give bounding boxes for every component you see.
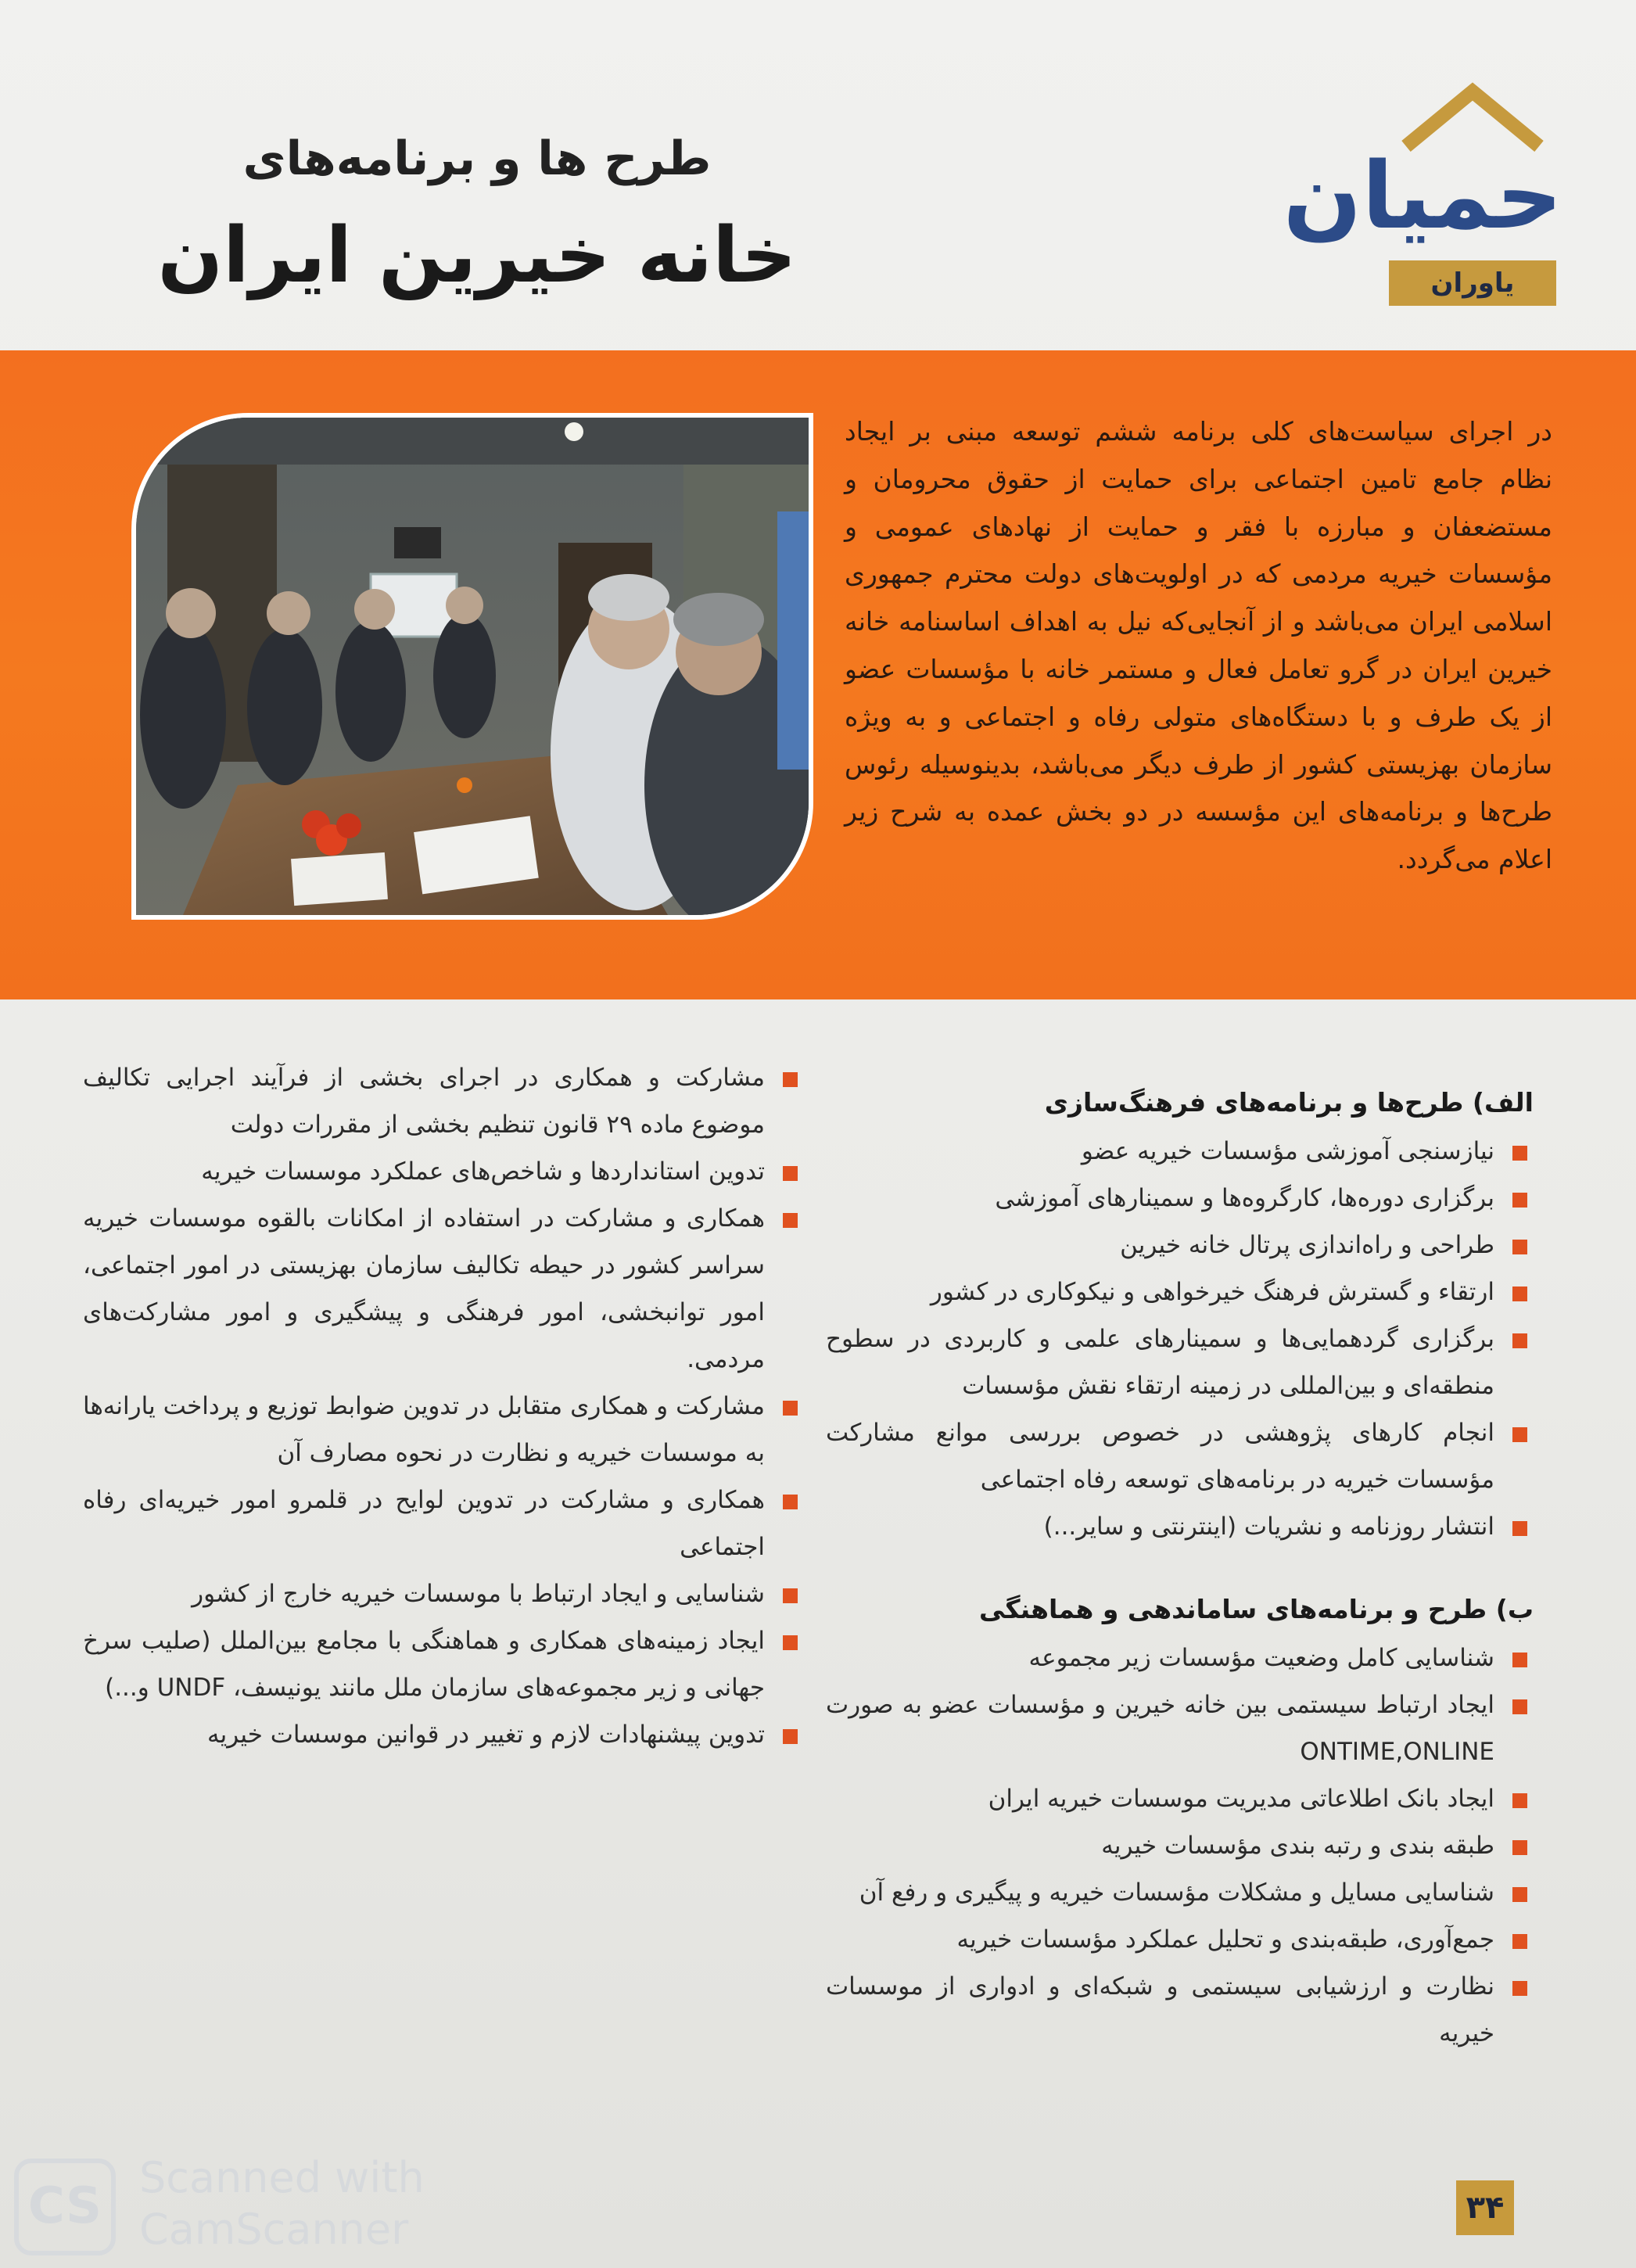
section-a-title: الف) طرح‌ها و برنامه‌های فرهنگ‌سازی bbox=[1044, 1087, 1534, 1118]
square-bullet-icon bbox=[1512, 1146, 1527, 1161]
list-item: طراحی و راه‌اندازی پرتال خانه خیرین bbox=[826, 1222, 1534, 1269]
camscanner-logo-icon: CS bbox=[14, 2159, 116, 2255]
list-item: برگزاری دوره‌ها، کارگروه‌ها و سمینارهای آموزشی bbox=[826, 1175, 1534, 1222]
list-item: تدوین پیشنهادات لازم و تغییر در قوانین موسسات خیریه bbox=[83, 1711, 804, 1758]
list-item: انجام کارهای پژوهشی در خصوص بررسی موانع مشارکت مؤسسات خیریه در برنامه‌های توسعه رفاه اجتماعی bbox=[826, 1409, 1534, 1503]
brand-logo bbox=[1283, 82, 1562, 309]
list-item: ارتقاء و گسترش فرهنگ خیرخواهی و نیکوکاری در کشور bbox=[826, 1269, 1534, 1315]
list-item: همکاری و مشارکت در استفاده از امکانات بالقوه موسسات خیریه سراسر کشور در حیطه تکالیف سازمان بهزیستی در امور اجتماعی، امور توانبخشی، امور فرهنگی و پیشگیری و امور مشارکت‌های مردمی. bbox=[83, 1195, 804, 1383]
square-bullet-icon bbox=[783, 1213, 798, 1228]
square-bullet-icon bbox=[1512, 1699, 1527, 1714]
square-bullet-icon bbox=[1512, 1287, 1527, 1301]
square-bullet-icon bbox=[1512, 1934, 1527, 1949]
list-item: نظارت و ارزشیابی سیستمی و شبکه‌ای و ادواری از موسسات خیریه bbox=[826, 1963, 1534, 2057]
square-bullet-icon bbox=[1512, 1427, 1527, 1442]
list-item: ایجاد بانک اطلاعاتی مدیریت موسسات خیریه ایران bbox=[826, 1775, 1534, 1822]
square-bullet-icon bbox=[783, 1072, 798, 1087]
list-item: برگزاری گردهمایی‌ها و سمینارهای علمی و کاربردی در سطوح منطقه‌ای و بین‌المللی در زمینه ارتقاء نقش مؤسسات bbox=[826, 1315, 1534, 1409]
square-bullet-icon bbox=[1512, 1793, 1527, 1808]
square-bullet-icon bbox=[783, 1166, 798, 1181]
square-bullet-icon bbox=[1512, 1653, 1527, 1667]
list-item: ایجاد ارتباط سیستمی بین خانه خیرین و مؤسسات عضو به صورت ONTIME,ONLINE bbox=[826, 1681, 1534, 1775]
list-item: جمع‌آوری، طبقه‌بندی و تحلیل عملکرد مؤسسات خیریه bbox=[826, 1916, 1534, 1963]
square-bullet-icon bbox=[783, 1401, 798, 1416]
list-item: طبقه بندی و رتبه بندی مؤسسات خیریه bbox=[826, 1822, 1534, 1869]
square-bullet-icon bbox=[1512, 1840, 1527, 1855]
page-title-line2: خانه خیرین ایران bbox=[157, 211, 797, 300]
square-bullet-icon bbox=[1512, 1887, 1527, 1902]
square-bullet-icon bbox=[1512, 1240, 1527, 1254]
square-bullet-icon bbox=[783, 1495, 798, 1509]
section-b-title: ب) طرح و برنامه‌های ساماندهی و هماهنگی bbox=[979, 1594, 1534, 1624]
list-item: نیازسنجی آموزشی مؤسسات خیریه عضو bbox=[826, 1128, 1534, 1175]
list-item: شناسایی کامل وضعیت مؤسسات زیر مجموعه bbox=[826, 1635, 1534, 1681]
page-number: ۳۴ bbox=[1456, 2180, 1514, 2235]
intro-paragraph: در اجرای سیاست‌های کلی برنامه ششم توسعه مبنی بر ایجاد نظام جامع تامین اجتماعی برای حمایت از حقوق محرومان و مستضعفان و مبارزه با فقر و حمایت از نهادهای عمومی و مؤسسات خیریه مردمی که در اولویت‌های دولت محترم جمهوری اسلامی ایران می‌باشد و از آنجایی‌که نیل به اهداف اساسنامه خانه خیرین ایران در گرو تعامل فعال و مستمر خانه با مؤسسات عضو از یک طرف و با دستگاه‌های متولی رفاه و اجتماعی و به ویژه سازمان بهزیستی کشور از طرف دیگر می‌باشد، بدینوسیله رئوس طرح‌ها و برنامه‌های این مؤسسه در دو بخش عمده به شرح زیر اعلام می‌گردد. bbox=[845, 416, 1552, 875]
list-item: شناسایی و ایجاد ارتباط با موسسات خیریه خارج از کشور bbox=[83, 1570, 804, 1617]
list-item: شناسایی مسایل و مشکلات مؤسسات خیریه و پیگیری و رفع آن bbox=[826, 1869, 1534, 1916]
right-column bbox=[826, 1078, 1534, 2057]
logo-wordmark: حمیان bbox=[1283, 142, 1562, 249]
square-bullet-icon bbox=[783, 1588, 798, 1603]
square-bullet-icon bbox=[1512, 1521, 1527, 1536]
left-column bbox=[83, 1054, 804, 1758]
square-bullet-icon bbox=[783, 1635, 798, 1650]
list-item: ایجاد زمینه‌های همکاری و هماهنگی با مجامع بین‌الملل (صلیب سرخ جهانی و زیر مجموعه‌های سازمان ملل مانند یونیسف، UNDF و...) bbox=[83, 1617, 804, 1711]
list-item: همکاری و مشارکت در تدوین لوایح در قلمرو امور خیریه‌ای رفاه اجتماعی bbox=[83, 1477, 804, 1570]
list-item: مشارکت و همکاری متقابل در تدوین ضوابط توزیع و پرداخت یارانه‌ها به موسسات خیریه و نظارت در نحوه مصارف آن bbox=[83, 1383, 804, 1477]
meeting-photo bbox=[131, 413, 813, 920]
logo-band-label: یاوران bbox=[1389, 260, 1556, 306]
square-bullet-icon bbox=[1512, 1981, 1527, 1996]
list-item: مشارکت و همکاری در اجرای بخشی از فرآیند اجرایی تکالیف موضوع ماده ۲۹ قانون تنظیم بخشی از مقررات دولت bbox=[83, 1054, 804, 1148]
square-bullet-icon bbox=[1512, 1193, 1527, 1208]
square-bullet-icon bbox=[1512, 1333, 1527, 1348]
list-item: انتشار روزنامه و نشریات (اینترنتی و سایر...) bbox=[826, 1503, 1534, 1550]
list-item: تدوین استانداردها و شاخص‌های عملکرد موسسات خیریه bbox=[83, 1148, 804, 1195]
watermark-text: Scanned with CamScanner bbox=[139, 2153, 425, 2254]
page-title-line1: طرح ها و برنامه‌های bbox=[242, 131, 712, 186]
square-bullet-icon bbox=[783, 1729, 798, 1744]
scanner-watermark bbox=[14, 2152, 452, 2262]
